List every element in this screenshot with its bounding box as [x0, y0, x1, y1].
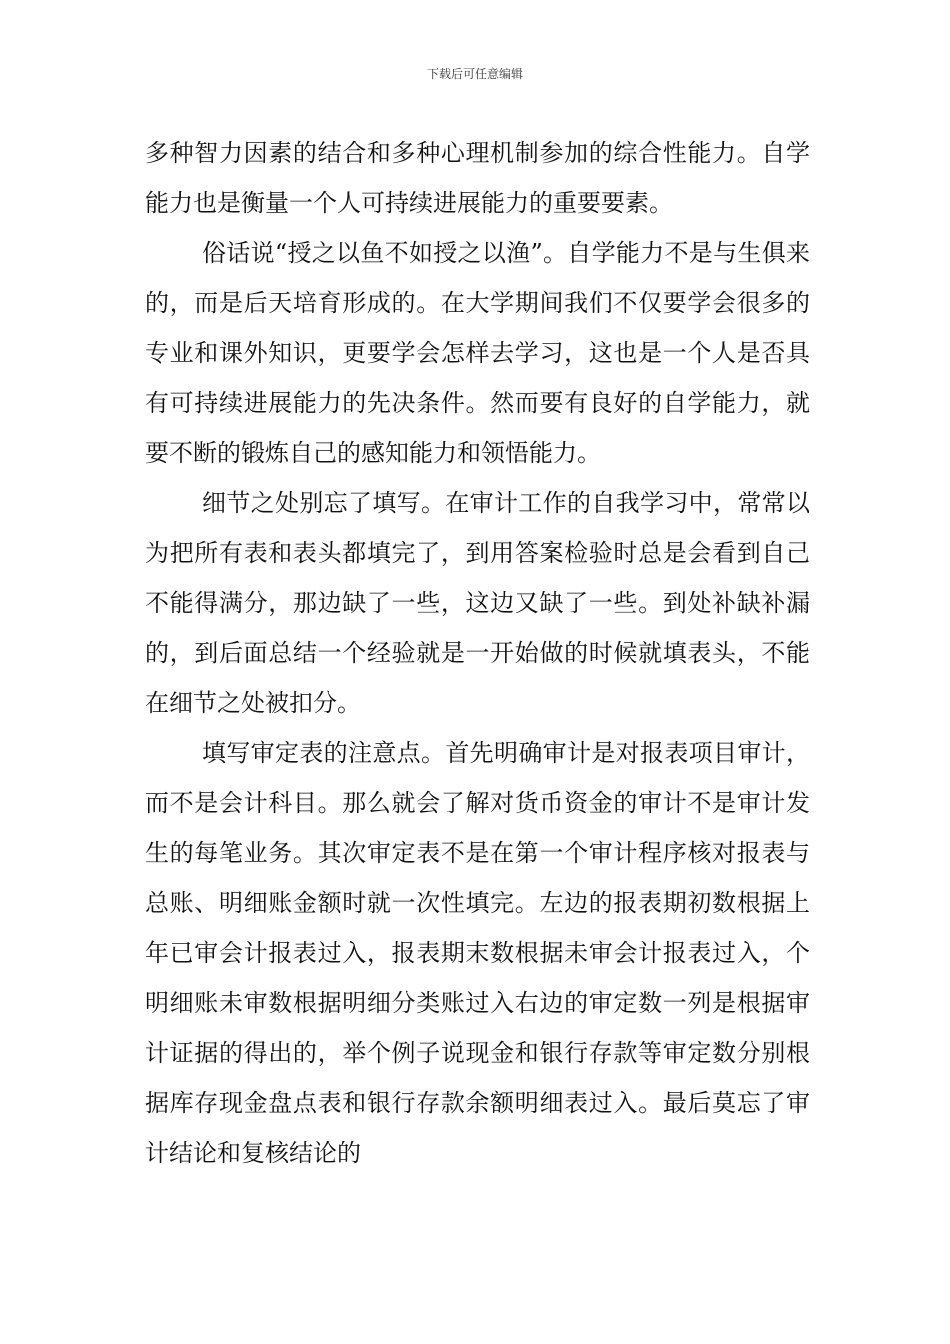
- paragraph-4: 填写审定表的注意点。首先明确审计是对报表项目审计，而不是会计科目。那么就会了解对货币资金的审计不是审计发生的每笔业务。其次审定表不是在第一个审计程序核对报表与总账、明细账金额时就一次性填完。左边的报表期初数根据上年已审会计报表过入，报表期末数根据未审会计报表过入，个明细账未审数根据明细分类账过入右边的审定数一列是根据审计证据的得出的，举个例子说现金和银行存款等审定数分别根据库存现金盘点表和银行存款余额明细表过入。最后莫忘了审计结论和复核结论的: [145, 739, 810, 1167]
- paragraph-3: 细节之处别忘了填写。在审计工作的自我学习中，常常以为把所有表和表头都填完了，到用答案检验时总是会看到自己不能得满分，那边缺了一些，这边又缺了一些。到处补缺补漏的，到后面总结一个经验就是一开始做的时候就填表头，不能在细节之处被扣分。: [145, 489, 810, 717]
- page-header: 下载后可任意编辑: [426, 67, 523, 81]
- paragraph-1: 多种智力因素的结合和多种心理机制参加的综合性能力。自学能力也是衡量一个人可持续进展能力的重要要素。: [145, 139, 810, 217]
- paragraph-2: 俗话说“授之以鱼不如授之以渔”。自学能力不是与生俱来的，而是后天培育形成的。在大学期间我们不仅要学会很多的专业和课外知识，更要学会怎样去学习，这也是一个人是否具有可持续进展能力的先决条件。然而要有良好的自学能力，就要不断的锻炼自己的感知能力和领悟能力。: [145, 239, 810, 467]
- body-text: [145, 128, 810, 1178]
